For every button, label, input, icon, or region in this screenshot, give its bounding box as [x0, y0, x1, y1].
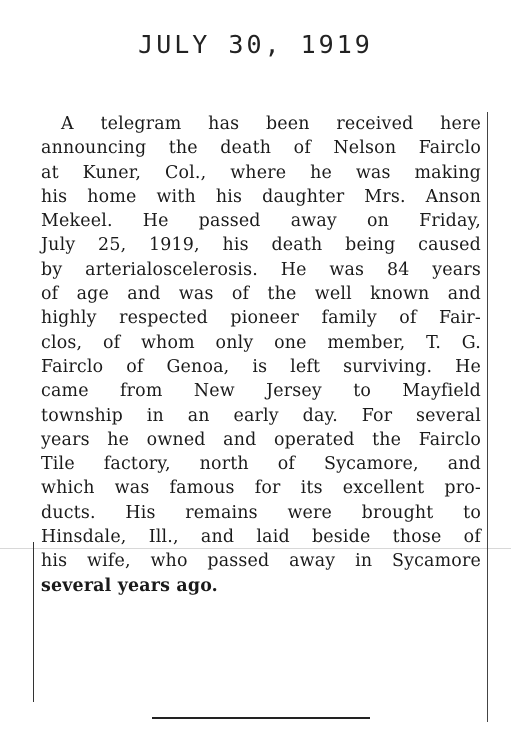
article-line: his home with his daughter Mrs. Anson: [41, 186, 481, 207]
article-line: Mekeel. He passed away on Friday,: [41, 211, 481, 232]
article-line: several years ago.: [41, 575, 218, 596]
article-line: at Kuner, Col., where he was making: [41, 162, 481, 183]
article-line: which was famous for its excellent pro-: [41, 478, 481, 499]
article-line: announcing the death of Nelson Fairclo: [41, 138, 481, 159]
article-line: highly respected pioneer family of Fair-: [41, 308, 481, 329]
article-line: of age and was of the well known and: [41, 284, 481, 305]
clipping-date-header: JULY 30, 1919: [138, 30, 373, 59]
article-line: clos, of whom only one member, T. G.: [41, 332, 481, 353]
obituary-article: [41, 112, 481, 598]
newspaper-clipping: [33, 112, 488, 722]
article-line: came from New Jersey to Mayfield: [41, 381, 481, 402]
article-line: Fairclo of Genoa, is left surviving. He: [41, 356, 481, 377]
column-rule-right: [487, 112, 488, 722]
article-line: by arterialoscelerosis. He was 84 years: [41, 259, 481, 280]
article-line: his wife, who passed away in Sycamore: [41, 551, 481, 572]
article-line: Hinsdale, Ill., and laid beside those of: [41, 527, 481, 548]
article-line: July 25, 1919, his death being caused: [41, 235, 481, 256]
article-line: years he owned and operated the Fairclo: [41, 429, 481, 450]
article-line: township in an early day. For several: [41, 405, 481, 426]
article-line: Tile factory, north of Sycamore, and: [41, 454, 481, 475]
article-line: A telegram has been received here: [61, 114, 481, 134]
closing-rule: [152, 717, 370, 719]
column-rule-left: [33, 542, 34, 702]
article-line: ducts. His remains were brought to: [41, 502, 481, 523]
